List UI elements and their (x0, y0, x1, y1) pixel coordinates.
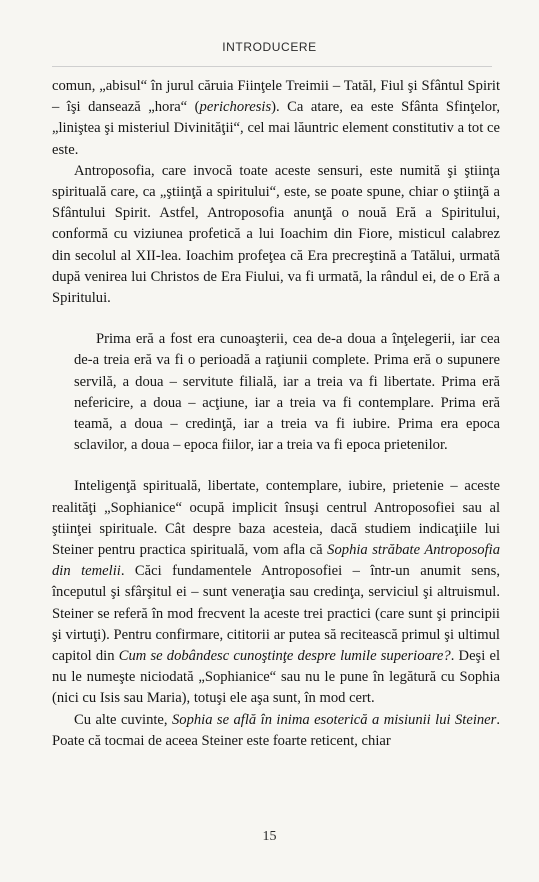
paragraph-4-italic: Sophia se află în inima esoterică a misiunii lui Steiner (171, 711, 497, 728)
paragraph-1-italic: perichoresis (199, 99, 272, 116)
paragraph-1 (52, 76, 500, 161)
quotation-text: Prima eră a fost era cunoaşterii, cea de-a doua a înţelegerii, iar cea de-a treia eră va fi o perioadă a raţiunii complete. Prima eră o supunere servilă, a doua – servitute filială, iar a treia va fi libertate. Prima eră nefericire, a doua – acţiune, iar a treia va fi contemplare. Prima eră teamă, a doua – credinţă, iar a treia va fi iubire. Prima era epoca sclavilor, a doua – epoca fiilor, iar a treia va fi epoca prietenilor. (74, 331, 500, 454)
paragraph-2 (52, 161, 500, 309)
paragraph-4 (52, 710, 500, 752)
paragraph-3-italic-a: Sophia străbate Antroposofia din temelii (52, 542, 500, 580)
paragraph-4-text-a: Cu alte cuvinte, (74, 711, 172, 728)
page-number: 15 (262, 829, 277, 844)
paragraph-2-text: Antroposofia, care invocă toate aceste sensuri, este numită şi ştiinţa spirituală care, ca „ştiinţă a spiritului“, este, se poate spune, chiar o ştiinţă a Sfântului Spirit. Astfel, Antroposofia anunţă o nouă Eră a Spiritului, conformă cu viziunea profetică a lui Ioachim din Fiore, misticul calabrez din secolul al XII-lea. Ioachim profeţea că Era precreştină a Tatălui, urmată după venirea lui Christos de Era Fiului, va fi urmată, la rândul ei, de o Eră a Spiritului. (52, 162, 500, 307)
paragraph-3-book-title: Cum se dobândesc cunoştinţe despre lumile superioare? (118, 648, 451, 665)
paragraph-1-end: ). Ca atare, ea este Sfânta Sfinţelor, „liniştea şi misteriul Divinităţii“, cel mai lăuntric element constitutiv a tot ce este. (52, 99, 500, 158)
paragraph-1-text: comun, „abisul“ în jurul căruia Fiinţele Treimii – Tatăl, Fiul şi Sfântul Spirit – îşi dansează „hora“ ( (52, 78, 500, 116)
paragraph-3 (52, 476, 500, 709)
paragraph-3-text-c: . Deşi el nu le numeşte niciodată „Sophianice“ sau nu le pune în legătură cu Sophia (nici cu Isis sau Maria), totuşi ele aşa sunt, în mod cert. (52, 648, 500, 707)
header-rule (52, 66, 492, 67)
body-text (52, 76, 500, 752)
paragraph-4-text-b: . Poate că tocmai de aceea Steiner este foarte reticent, chiar (52, 711, 500, 749)
paragraph-3-text-a: Inteligenţă spirituală, libertate, contemplare, iubire, prietenie – aceste realităţi „Sophianice“ ocupă implicit însuşi centrul Antroposofiei sau al ştiinţei spirituale. Cât despre baza acesteia, dacă studiem indicaţiile lui Steiner pentru practica spirituală, vom afla că (52, 478, 500, 559)
paragraph-3-text-b: . Căci fundamentele Antroposofiei – într-un anumit sens, începutul şi sfârşitul ei – sunt veneraţia sau credinţa, serviciul şi altruismul. Steiner se referă în mod frecvent la aceste trei practici (care sunt şi principii şi virtuţi). Pentru confirmare, cititorii ar putea să recitească primul şi ultimul capitol din (52, 563, 500, 665)
running-head: INTRODUCERE (222, 40, 317, 54)
quotation-block (52, 329, 500, 456)
